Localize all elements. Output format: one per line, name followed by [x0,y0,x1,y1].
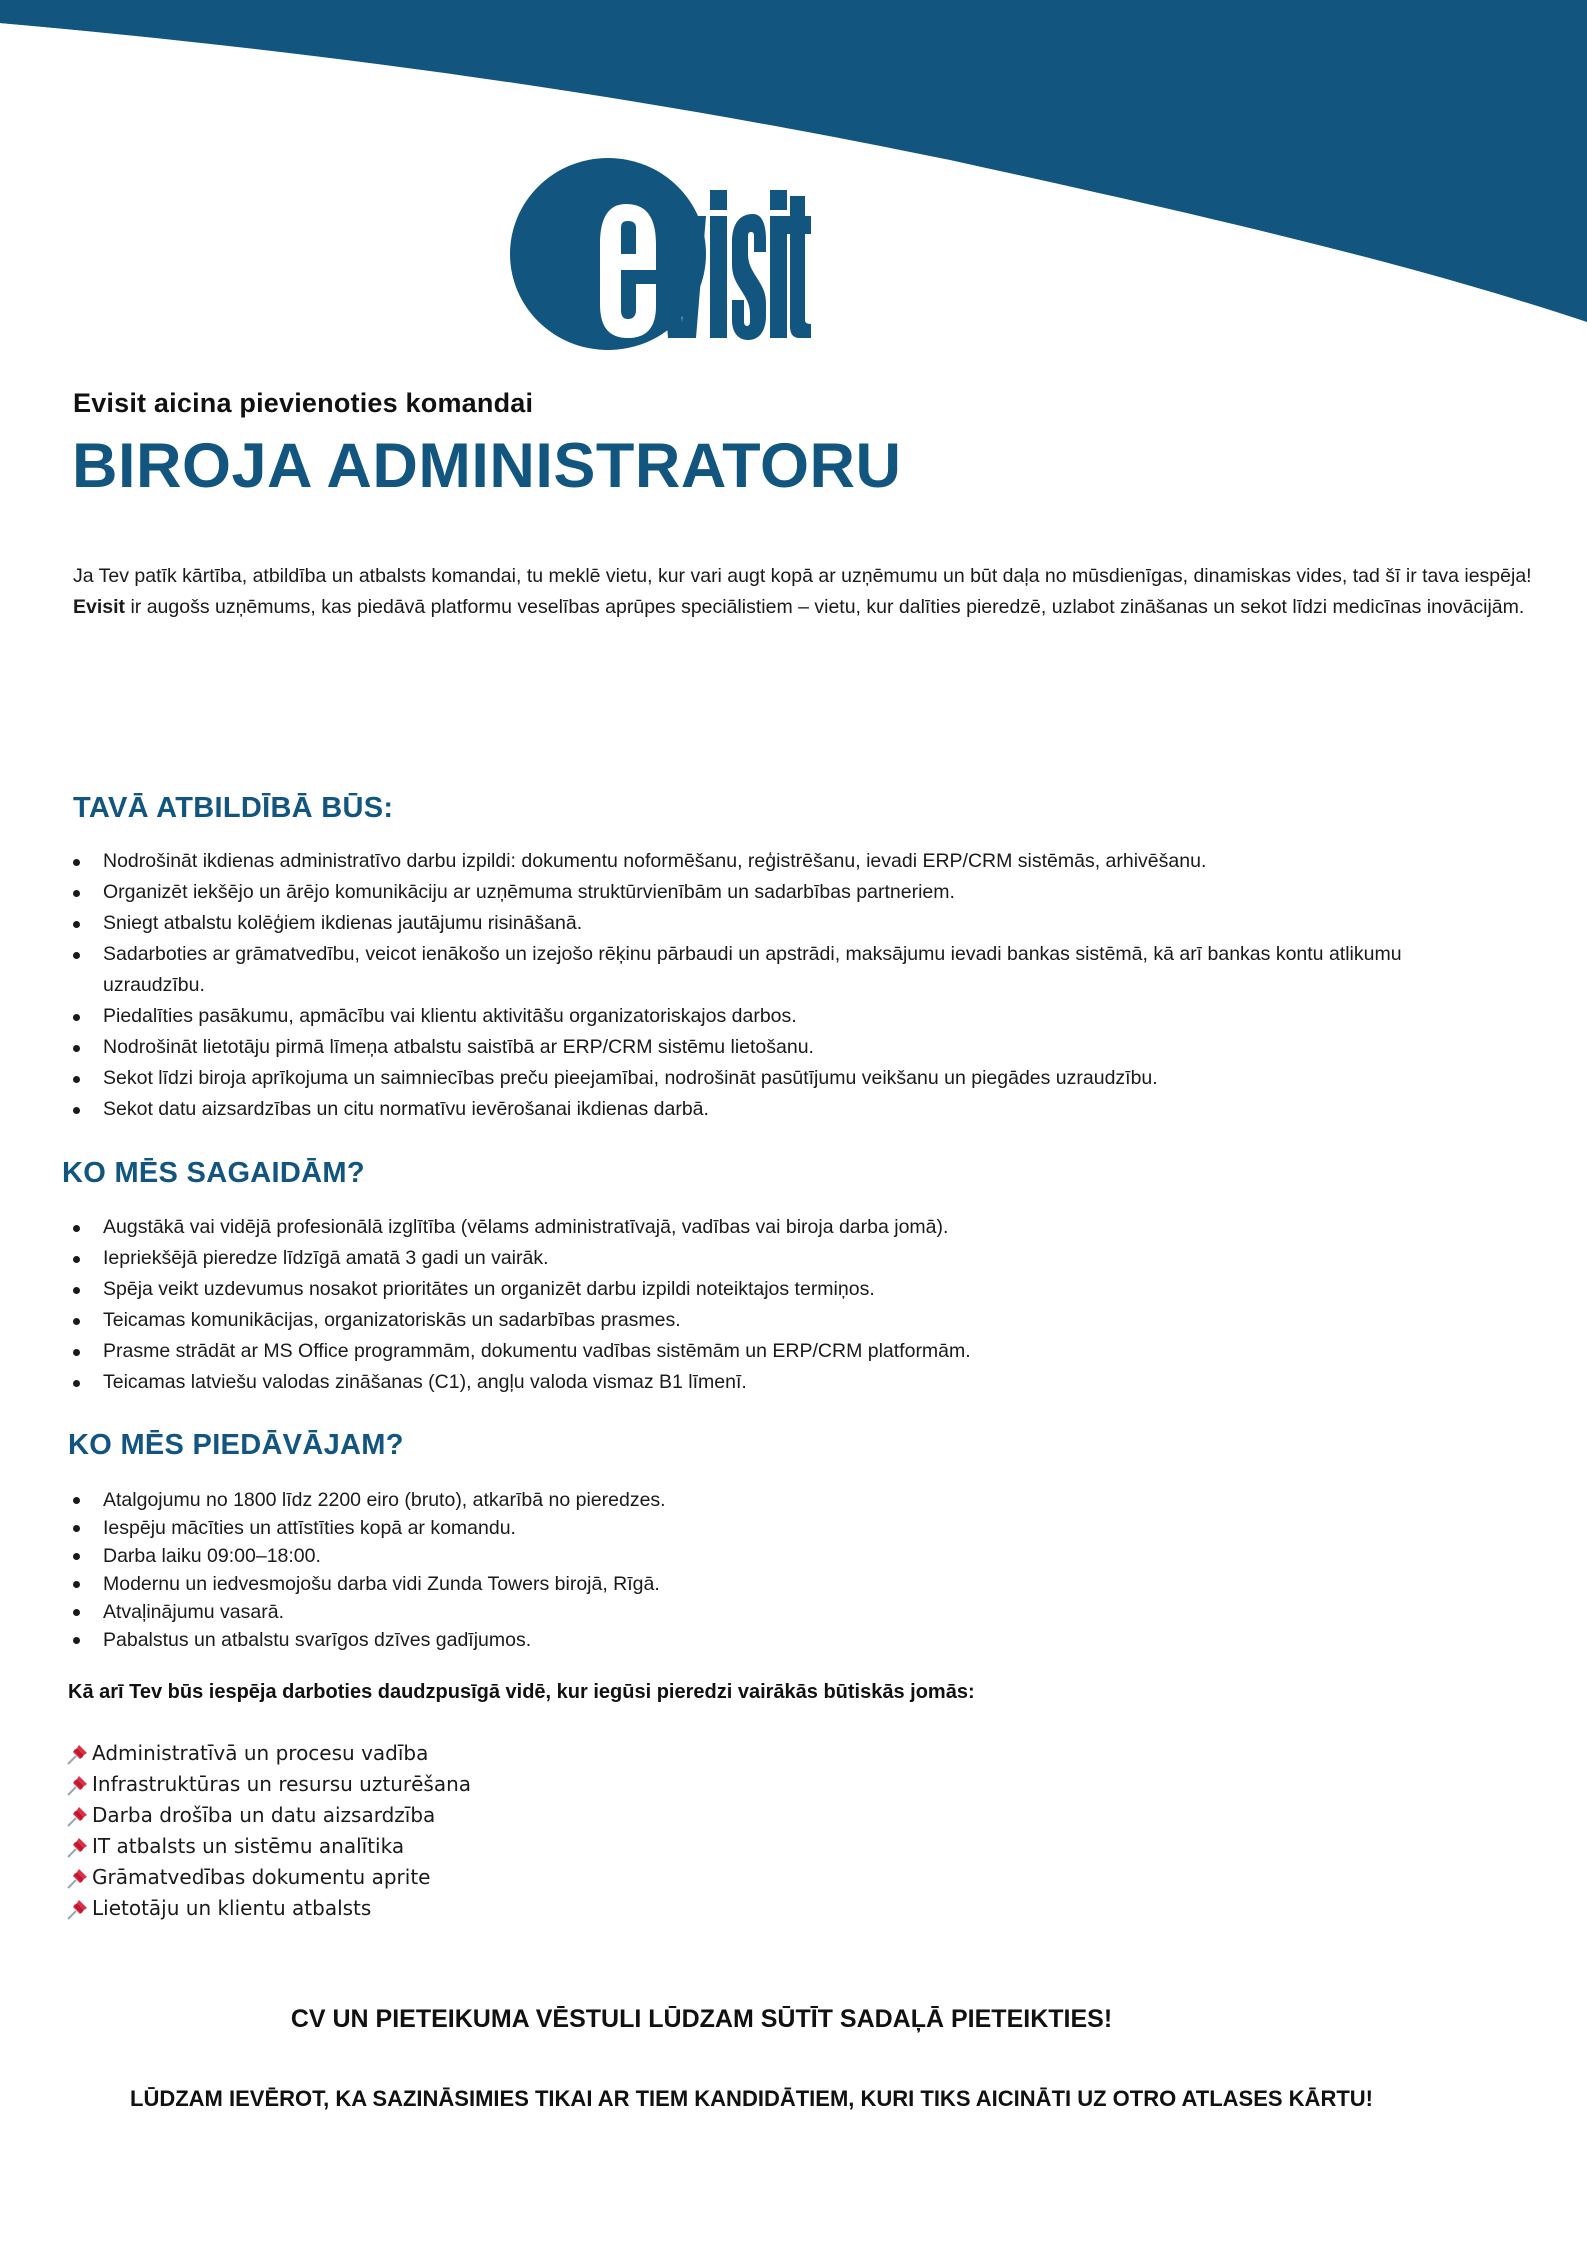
evisit-logo [508,154,928,354]
bullet-icon [73,1553,80,1560]
list-item: Administratīvā un procesu vadība [66,1738,471,1769]
pushpin-icon [66,1835,90,1859]
bullet-icon [73,921,80,928]
pushpin-icon [66,1804,90,1828]
list-item: Spēja veikt uzdevumus nosakot prioritātes un organizēt darbu izpildi noteiktajos termiņos. [73,1274,1493,1305]
list-item: Sekot datu aizsardzības un citu normatīvu ievērošanai ikdienas darbā. [73,1094,1493,1125]
offer-title: KO MĒS PIEDĀVĀJAM? [68,1429,404,1461]
bullet-icon [73,1107,80,1114]
list-item: Atvaļinājumu vasarā. [73,1598,1493,1626]
pushpin-icon [66,1897,90,1921]
responsibilities-title: TAVĀ ATBILDĪBĀ BŪS: [73,792,394,824]
list-item: Nodrošināt lietotāju pirmā līmeņa atbalstu saistībā ar ERP/CRM sistēmu lietošanu. [73,1032,1493,1063]
list-item: Atalgojumu no 1800 līdz 2200 eiro (bruto), atkarībā no pieredzes. [73,1486,1493,1514]
list-item: Darba laiku 09:00–18:00. [73,1542,1493,1570]
bullet-icon [73,952,80,959]
bullet-icon [73,1076,80,1083]
list-item: Piedalīties pasākumu, apmācību vai klientu aktivitāšu organizatoriskajos darbos. [73,1001,1493,1032]
bullet-icon [73,859,80,866]
bullet-icon [73,1287,80,1294]
list-item: Teicamas latviešu valodas zināšanas (C1), angļu valoda vismaz B1 līmenī. [73,1367,1493,1398]
list-item: Iepriekšējā pieredze līdzīgā amatā 3 gadi un vairāk. [73,1243,1493,1274]
pushpin-icon [66,1742,90,1766]
areas-list [66,1738,471,1924]
list-item: IT atbalsts un sistēmu analītika [66,1831,471,1862]
list-item: Augstākā vai vidējā profesionālā izglītība (vēlams administratīvajā, vadības vai biroja darba jomā). [73,1212,1493,1243]
bullet-icon [73,1045,80,1052]
bullet-icon [73,890,80,897]
intro-paragraph-1: Ja Tev patīk kārtība, atbildība un atbalsts komandai, tu meklē vietu, kur vari augt kopā ar uzņēmumu un būt daļa no mūsdienīgas, dinamiskas vides, tad šī ir tava iespēja! [73,565,1532,587]
list-item: Iespēju mācīties un attīstīties kopā ar komandu. [73,1514,1493,1542]
list-item: Organizēt iekšējo un ārējo komunikāciju ar uzņēmuma struktūrvienībām un sadarbības partneriem. [73,877,1493,908]
list-item: Grāmatvedības dokumentu aprite [66,1862,471,1893]
bullet-icon [73,1525,80,1532]
list-item: Pabalstus un atbalstu svarīgos dzīves gadījumos. [73,1626,1493,1654]
list-item: Nodrošināt ikdienas administratīvo darbu izpildi: dokumentu noformēšanu, reģistrēšanu, ievadi ERP/CRM sistēmās, arhivēšanu. [73,846,1493,877]
bullet-icon [73,1637,80,1644]
list-item: Lietotāju un klientu atbalsts [66,1893,471,1924]
job-title: BIROJA ADMINISTRATORU [72,431,902,501]
list-item: Darba drošība un datu aizsardzība [66,1800,471,1831]
company-name: Evisit [73,596,126,618]
pushpin-icon [66,1866,90,1890]
list-item: Prasme strādāt ar MS Office programmām, dokumentu vadības sistēmām un ERP/CRM platformām. [73,1336,1493,1367]
bullet-icon [73,1256,80,1263]
bullet-icon [73,1380,80,1387]
bullet-icon [73,1225,80,1232]
list-item: Sekot līdzi biroja aprīkojuma un saimniecības preču pieejamībai, nodrošināt pasūtījumu veikšanu un piegādes uzraudzību. [73,1063,1493,1094]
areas-intro: Kā arī Tev būs iespēja darboties daudzpusīgā vidē, kur iegūsi pieredzi vairākās būtiskās jomās: [68,1681,975,1703]
list-item: Modernu un iedvesmojošu darba vidi Zunda Towers birojā, Rīgā. [73,1570,1493,1598]
intro-paragraph-2 [73,592,1548,623]
apply-note: CV UN PIETEIKUMA VĒSTULI LŪDZAM SŪTĪT SADAĻĀ PIETEIKTIES! [290,2005,1113,2033]
intro-paragraph-2-text: ir augošs uzņēmums, kas piedāvā platformu veselības aprūpes speciālistiem – vietu, kur dalīties pieredzē, uzlabot zināšanas un sekot līdzi medicīnas inovācijām. [125,596,1525,618]
bullet-icon [73,1497,80,1504]
list-item: Infrastruktūras un resursu uzturēšana [66,1769,471,1800]
intro-text [73,561,1548,623]
intro-heading: Evisit aicina pievienoties komandai [73,388,534,418]
bullet-icon [73,1318,80,1325]
pushpin-icon [66,1773,90,1797]
list-item: Sadarboties ar grāmatvedību, veicot ienākošo un izejošo rēķinu pārbaudi un apstrādi, maksājumu ievadi bankas sistēmā, kā arī bankas kontu atlikumu uzraudzību. [73,939,1493,1001]
requirements-title: KO MĒS SAGAIDĀM? [62,1157,365,1189]
requirements-list [73,1212,1493,1398]
list-item: Teicamas komunikācijas, organizatoriskās un sadarbības prasmes. [73,1305,1493,1336]
bullet-icon [73,1609,80,1616]
responsibilities-list [73,846,1493,1125]
bullet-icon [73,1581,80,1588]
bullet-icon [73,1014,80,1021]
list-item: Sniegt atbalstu kolēģiem ikdienas jautājumu risināšanā. [73,908,1493,939]
offer-list [73,1486,1493,1654]
bullet-icon [73,1349,80,1356]
contact-note: LŪDZAM IEVĒROT, KA SAZINĀSIMIES TIKAI AR TIEM KANDIDĀTIEM, KURI TIKS AICINĀTI UZ OTRO ATLASES KĀRTU! [130,2086,1373,2111]
